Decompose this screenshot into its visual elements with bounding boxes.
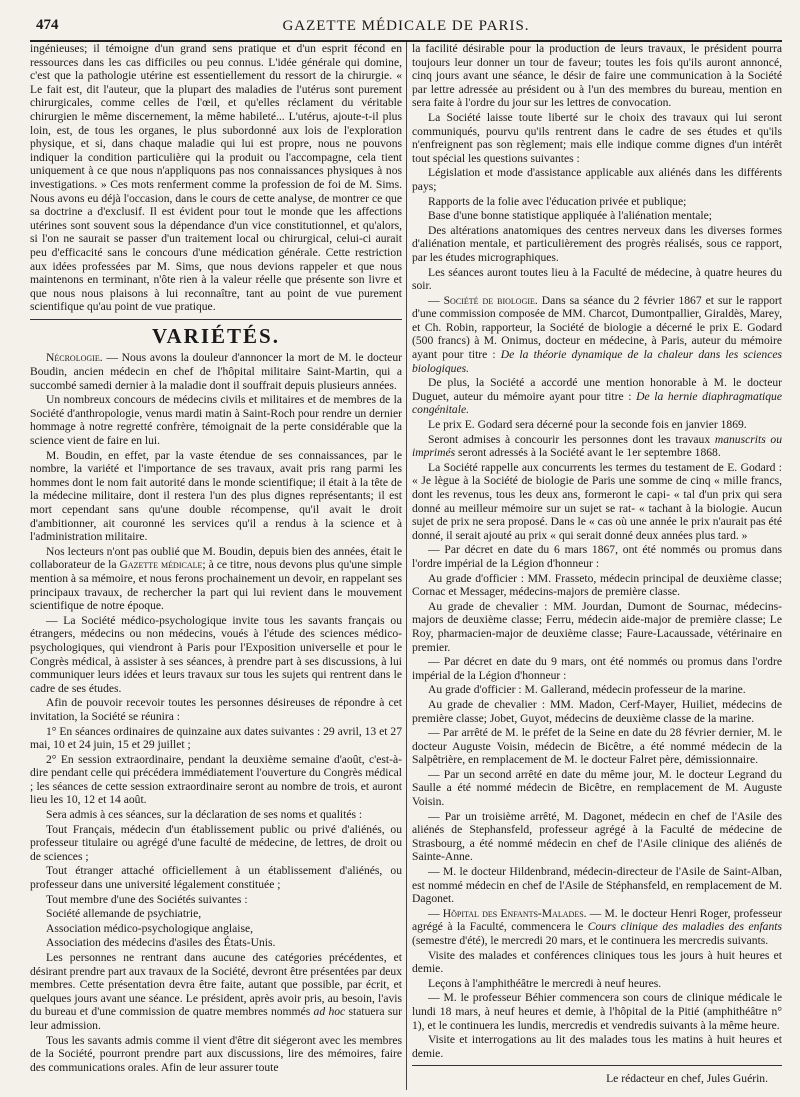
paragraph: Afin de pouvoir recevoir toutes les personnes désireuses de répondre à cet invitation, la Société se réunira : [30, 696, 402, 723]
paragraph-text: Seront admises à concourir les personnes dont les travaux [428, 432, 715, 446]
paragraph: Un nombreux concours de médecins civils et militaires et de membres de la Société d'anthropologie, venus mardi matin à Saint-Roch pour rendre un dernier hommage à notre regretté confrère, témoignait de la perte considérable que la science vient de faire en lui. [30, 393, 402, 448]
signature-divider [412, 1065, 782, 1066]
paragraph: ingénieuses; il témoigne d'un grand sens pratique et d'un esprit fécond en ressources dans les cas difficiles ou peu connus. L'idée générale qui domine, c'est que la pathologie utérine est essentiellement du ressort de la chirurgie. « Le fait est, dit l'auteur, que la plupart des maladies de l'utérus sont purement chirurgicales, comme celles de l'œil, et qu'elles réclament du véritable chirurgien le même discernement, la même habileté... L'utérus, ajoute-t-il plus loin, est, de tous les organes, le plus subordonné aux lois de l'exploration physique, et si, dans chaque maladie qui lui est propre, nous ne pouvons indiquer la condition particulière qui la produit ou l'accompagne, cela tient uniquement à ce que nous n'appliquons pas nos connaissances physiques à nos investigations. » Ces mots renferment comme la profession de foi de M. Sims. Nous avons eu déjà l'occasion, dans le cours de cette analyse, de montrer ce que sa doctrine a d'exclusif. Il est évident pour tout le monde que les affections utérines sont souvent sous la dépendance d'un vice constitutionnel, et qu'alors, si l'on ne saurait se passer d'un traitement local ou chirurgical, celui-ci aurait peu d'efficacité sans le concours d'une médication générale. Cette restriction aux idées professées par M. Sims, que nous devions rappeler et que nous maintenons en terminant, n'ôte rien à la valeur réelle que présente son livre et que nous nous plaisons à lui reconnaître, tant au point de vue purement scientifique qu'au point de vue pratique. [30, 42, 402, 314]
paragraph: Des altérations anatomiques des centres nerveux dans les diverses formes d'aliénation mentale, et particulièrement des progrès réalisés, sous ce rapport, par les études micrographiques. [412, 223, 782, 264]
paragraph: Le prix E. Godard sera décerné pour la seconde fois en janvier 1869. [428, 418, 747, 432]
paragraph: Société allemande de psychiatrie, [46, 907, 202, 921]
editor-signature: Le rédacteur en chef, Jules Guérin. [606, 1072, 768, 1086]
paragraph: Au grade de chevalier : MM. Madon, Cerf-Mayer, Huiliet, médecins de première classe; Jobet, Guyot, médecins de deuxième classe de la marine. [412, 697, 782, 725]
paragraph-text: Dans sa séance du 2 février 1867 et sur le rapport d'une commission composée de MM. Charcot, Dumontpallier, Giraldès, Marey, et Ch. Robin, rapporteur, la Société de biologie a décerné le prix E. Godard (500 francs) à M. Onimus, docteur en médecine, à Paris, auteur du mémoire ayant pour titre : [412, 293, 782, 362]
paragraph [30, 545, 402, 613]
paragraph [412, 433, 782, 460]
page-header [30, 10, 782, 42]
right-column [412, 42, 782, 1092]
paragraph [412, 907, 782, 948]
paragraph-text: (semestre d'été), le mercredi 20 mars, et le continuera les mercredis suivants. [412, 934, 769, 947]
paragraph: La Société rappelle aux concurrents les termes du testament de E. Godard : « Je lègue à la Société de biologie de Paris une somme de cinq « mille francs, dont les revenus, tous les deux ans, formeront le capi- « tal d'un prix qui sera donné au meilleur mémoire sur un sujet se rat- « tachant à la biologie. Aucun sujet de prix ne sera proposé. Dans le « cas où une année le prix n'aurait pas été donné, il serait ajouté au prix « qui serait donné deux années plus tard. » [412, 460, 782, 542]
journal-mention: Gazette médicale [119, 558, 203, 572]
paragraph: Sera admis à ces séances, sur la déclaration de ses noms et qualités : [46, 808, 363, 822]
column-divider [406, 42, 407, 1090]
paragraph-text: De plus, la Société a accordé une mention honorable à M. le docteur Duguet, auteur du mémoire ayant pour titre : [412, 376, 782, 403]
paragraph: Législation et mode d'assistance applicable aux aliénés dans les différents pays; [412, 166, 782, 193]
paragraph: M. Boudin, en effet, par la vaste étendue de ses connaissances, par le nombre, la variété et l'importance de ses travaux, avait pris rang parmi les hommes dont le nom fait autorité dans le monde scientifique; il était à la tête de la médecine militaire, dont il restera l'un des plus dignes représentants; il est mort cependant sans qu'une double récompense, qu'il avait le droit d'ambitionner, ait couronné les services qu'il a rendus à la science et à l'administration militaire. [30, 448, 402, 544]
paragraph [412, 294, 782, 376]
paragraph: — La Société médico-psychologique invite tous les savants français ou étrangers, médecins ou non médecins, voués à l'étude des sciences médico-psychologiques, qui viendront à Paris pour l'Exposition universelle et pour le Congrès médical, à assister à ses séances, à prendre part à ses discussions, à lui communiquer leurs idées et leurs travaux sur tous les sujets qui rentrent dans le cadre de ses études. [30, 613, 402, 695]
paragraph: — Par décret en date du 6 mars 1867, ont été nommés ou promus dans l'ordre impérial de la Légion d'honneur : [412, 543, 782, 570]
rubric-label: — Société de biologie. [428, 293, 538, 307]
italic-text: manuscrits ou imprimés [412, 432, 782, 460]
paragraph-text: ; à ce titre, nous devons plus qu'une simple mention à sa mémoire, et nous ferons prochainement un devoir, en rappelant ses principaux travaux, de rechercher la part qui lui revient dans le mouvement scientifique de notre époque. [30, 558, 402, 613]
paragraph: Tout étranger attaché officiellement à un établissement d'aliénés, ou professeur dans une université légalement constituée ; [30, 864, 402, 892]
paragraph: — M. le professeur Béhier commencera son cours de clinique médicale le lundi 18 mars, à neuf heures et demie, à l'hôpital de la Pitié (amphithéâtre n° 1), et le continuera les lundis, mercredis et vendredis suivants à la même heure. [412, 991, 782, 1032]
paragraph: Leçons à l'amphithéâtre le mercredi à neuf heures. [428, 976, 662, 990]
paragraph [30, 351, 402, 392]
paragraph [412, 376, 782, 417]
paragraph: Visite des malades et conférences cliniques tous les jours à huit heures et demie. [412, 948, 782, 976]
paragraph: Tous les savants admis comme il vient d'être dit siégeront avec les membres de la Société, pourront prendre part aux discussions, lire des mémoires, faire des communications orales. Afin de leur assurer toute [30, 1033, 402, 1074]
paragraph-text: statuera sur leur admission. [30, 1005, 402, 1032]
paragraph: Association des médecins d'asiles des États-Unis. [46, 936, 276, 950]
paragraph: Les séances auront toutes lieu à la Faculté de médecine, à quatre heures du soir. [412, 265, 782, 293]
paragraph-text: seront adressés à la Société avant le 1er septembre 1868. [455, 446, 721, 460]
paragraph-text: Nos lecteurs n'ont pas oublié que M. Boudin, depuis bien des années, était le collaborateur de la [30, 544, 402, 572]
paragraph: Au grade de chevalier : MM. Jourdan, Dumont de Sournac, médecins-majors de deuxième classe; Ferru, médecin aide-major de première classe; Le Roy, pharmacien-major de deuxième classe; Faure-Lacaussade, vétérinaire en premier. [412, 599, 782, 654]
paragraph: — Par un troisième arrêté, M. Dagonet, médecin en chef de l'Asile des aliénés de Stephansfeld, professeur agrégé à la Faculté de médecine de Strasbourg, a été nommé médecin en chef de l'Asile clinique des aliénés de Sainte-Anne. [412, 809, 782, 864]
italic-text: De la hernie diaphragmatique congénitale. [412, 389, 782, 417]
page-number: 474 [36, 17, 59, 33]
paragraph: Visite et interrogations au lit des malades tous les matins à huit heures et demie. [412, 1033, 782, 1060]
paragraph: — M. le docteur Hildenbrand, médecin-directeur de l'Asile de Saint-Alban, est nommé médecin en chef de l'Asile de Stéphansfeld, en remplacement de M. Dagonet. [412, 865, 782, 906]
italic-text: ad hoc [313, 1005, 346, 1019]
paragraph-text: Les personnes ne rentrant dans aucune des catégories précédentes, et désirant prendre part aux travaux de la Société, devront être présentées par deux membres. Cette présentation devra être faite, autant que possible, par écrit, et quelques jours avant une séance. Le président, après avoir pris, au besoin, l'avis du bureau et d'une commission de quatre membres nommés [30, 951, 402, 1019]
paragraph: — Par décret en date du 9 mars, ont été nommés ou promus dans l'ordre impérial de la Légion d'honneur : [412, 655, 782, 682]
italic-text: Cours clinique des maladies des enfants [587, 920, 782, 934]
italic-text: De la théorie dynamique de la chaleur dans les sciences biologiques. [412, 348, 782, 375]
paragraph: Base d'une bonne statistique appliquée à l'aliénation mentale; [428, 209, 712, 223]
section-divider [30, 319, 402, 320]
paragraph-text: — M. le docteur Henri Roger, professeur agrégé à la Faculté, commencera le [412, 906, 782, 934]
left-column [30, 42, 402, 1092]
journal-title: GAZETTE MÉDICALE DE PARIS. [282, 18, 530, 34]
paragraph: Rapports de la folie avec l'éducation privée et publique; [428, 194, 687, 208]
section-title: VARIÉTÉS. [152, 323, 280, 348]
paragraph: Tout membre d'une des Sociétés suivantes : [46, 892, 248, 906]
paragraph-text: — Nous avons la douleur d'annoncer la mort de M. le docteur Boudin, ancien médecin en chef de l'hôpital militaire Saint-Martin, qui a succombé samedi dernier à la maladie dont il souffrait depuis plusieurs années. [30, 351, 402, 392]
paragraph: Au grade d'officier : MM. Frasseto, médecin principal de deuxième classe; Cornac et Messager, médecins-majors de première classe. [412, 571, 782, 599]
paragraph: — Par arrêté de M. le préfet de la Seine en date du 28 février dernier, M. le docteur Auguste Voisin, médecin de Bicêtre, a été nommé médecin de la Salpêtrière, en remplacement de M. le docteur Falret père, démissionnaire. [412, 726, 782, 767]
paragraph [30, 951, 402, 1033]
paragraph: Association médico-psychologique anglaise, [46, 921, 254, 935]
rubric-label: — Hôpital des Enfants-Malades. [428, 906, 587, 920]
paragraph: La Société laisse toute liberté sur le choix des travaux qui lui seront communiqués, pourvu qu'ils rentrent dans le cadre de ses études et qu'ils n'enfreignent pas son règlement; mais elle indique comme dignes d'un intérêt tout spécial les questions suivantes : [412, 110, 782, 165]
paragraph: 2° En session extraordinaire, pendant la deuxième semaine d'août, c'est-à-dire pendant celle qui précédera immédiatement l'ouverture du Congrès médical ; les séances de cette session extraordinaire seront au nombre de trois, et auront lieu les 10, 12 et 14 août. [30, 752, 402, 807]
paragraph: 1° En séances ordinaires de quinzaine aux dates suivantes : 29 avril, 13 et 27 mai, 10 et 24 juin, 15 et 29 juillet ; [30, 724, 402, 752]
paragraph: Au grade d'officier : M. Gallerand, médecin professeur de la marine. [428, 683, 746, 697]
rubric-label: Nécrologie. [46, 351, 103, 365]
paragraph: — Par un second arrêté en date du même jour, M. le docteur Legrand du Saulle a été nommé médecin de Bicêtre, en remplacement de M. Auguste Voisin. [412, 767, 782, 809]
paragraph: la facilité désirable pour la production de leurs travaux, le président pourra toujours leur donner un tour de faveur; toutes les fois qu'ils auront annoncé, cinq jours avant une séance, le désir de faire une communication à la Société par lettre adressée au président ou à l'un des membres du bureau, mention en sera faite à l'ordre du jour sur les lettres de convocation. [412, 42, 782, 110]
paragraph: Tout Français, médecin d'un établissement public ou privé d'aliénés, ou professeur titulaire ou agrégé d'une faculté de médecine, de lettres, de droit ou de sciences ; [30, 822, 402, 863]
